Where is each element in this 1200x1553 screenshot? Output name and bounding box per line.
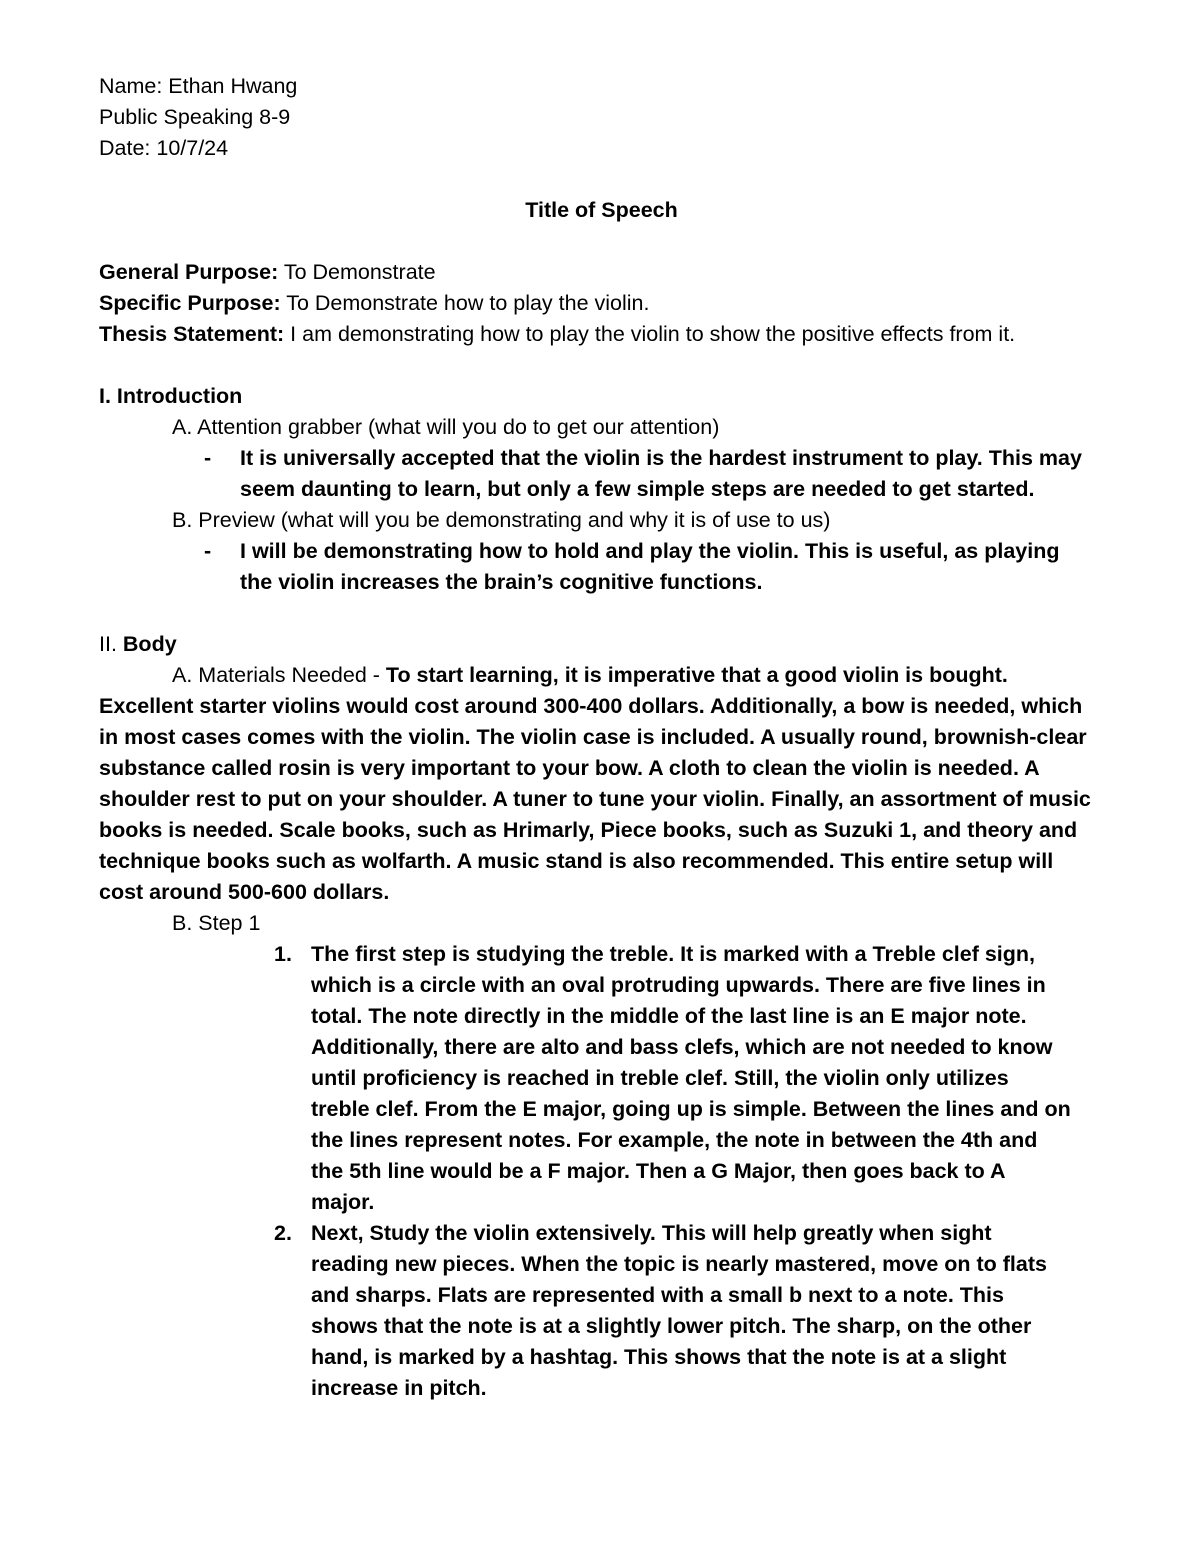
preview-bullet <box>99 536 1060 598</box>
attention-grabber-text: It is universally accepted that the violin is the hardest instrument to play. This may seem daunting to learn, but only a few simple steps are needed to get started. <box>240 446 1082 501</box>
document-page <box>99 71 1104 1404</box>
preview-text: I will be demonstrating how to hold and play the violin. This is useful, as playing the violin increases the brain’s cognitive functions. <box>240 539 1060 594</box>
attention-grabber-label: A. Attention grabber (what will you do to get our attention) <box>172 415 720 439</box>
body-heading-word: Body <box>122 632 177 656</box>
body-heading <box>99 629 1104 660</box>
step-item <box>99 1218 1073 1404</box>
step-item <box>99 939 1073 1218</box>
general-purpose-label: General Purpose: <box>99 260 279 284</box>
class-name: Public Speaking 8-9 <box>99 105 291 129</box>
attention-grabber-bullet <box>99 443 1090 505</box>
speech-title: Title of Speech <box>525 198 678 222</box>
spacer <box>99 350 1104 381</box>
document-date: Date: 10/7/24 <box>99 136 229 160</box>
general-purpose <box>99 257 1104 288</box>
step1-label: B. Step 1 <box>172 911 261 935</box>
step-number: 1. <box>274 942 292 966</box>
materials-section <box>99 660 1101 908</box>
preview-label: B. Preview (what will you be demonstrating and why it is of use to us) <box>172 508 831 532</box>
materials-label: A. Materials Needed - <box>172 663 386 687</box>
thesis-label: Thesis Statement: <box>99 322 285 346</box>
introduction-heading: I. Introduction <box>99 384 243 408</box>
thesis-statement <box>99 319 1084 350</box>
spacer <box>99 598 1104 629</box>
step-number: 2. <box>274 1221 292 1245</box>
specific-purpose <box>99 288 1104 319</box>
body-heading-number: II. <box>99 632 117 656</box>
step-text: The first step is studying the treble. It is marked with a Treble clef sign, which is a circle with an oval protruding upwards. There are five lines in total. The note directly in the middle of the last line is an E major note. Additionally, there are alto and bass clefs, which are not needed to know until proficiency is reached in treble clef. Still, the violin only utilizes treble clef. From the E major, going up is simple. Between the lines and on the lines represent notes. For example, the note in between the 4th and the 5th line would be a F major. Then a G Major, then goes back to A major. <box>311 942 1071 1214</box>
bullet-dash: - <box>204 446 212 470</box>
step-text: Next, Study the violin extensively. This will help greatly when sight reading new pieces. When the topic is nearly mastered, move on to flats and sharps. Flats are represented with a small b next to a note. This shows that the note is at a slightly lower pitch. The sharp, on the other hand, is marked by a hashtag. This shows that the note is at a slight increase in pitch. <box>311 1221 1047 1400</box>
thesis-value: I am demonstrating how to play the violin to show the positive effects from it. <box>284 322 1016 346</box>
student-name: Name: Ethan Hwang <box>99 74 298 98</box>
specific-purpose-value: To Demonstrate how to play the violin. <box>280 291 650 315</box>
materials-text: To start learning, it is imperative that a good violin is bought. Excellent starter violins would cost around 300-400 dollars. Additionally, a bow is needed, which in most cases comes with the violin. The violin case is included. A usually round, brownish-clear substance called rosin is very important to your bow. A cloth to clean the violin is needed. A shoulder rest to put on your shoulder. A tuner to tune your violin. Finally, an assortment of music books is needed. Scale books, such as Hrimarly, Piece books, such as Suzuki 1, and theory and technique books such as wolfarth. A music stand is also recommended. This entire setup will cost around 500-600 dollars. <box>99 663 1091 904</box>
general-purpose-value: To Demonstrate <box>278 260 436 284</box>
bullet-dash: - <box>204 539 212 563</box>
specific-purpose-label: Specific Purpose: <box>99 291 281 315</box>
